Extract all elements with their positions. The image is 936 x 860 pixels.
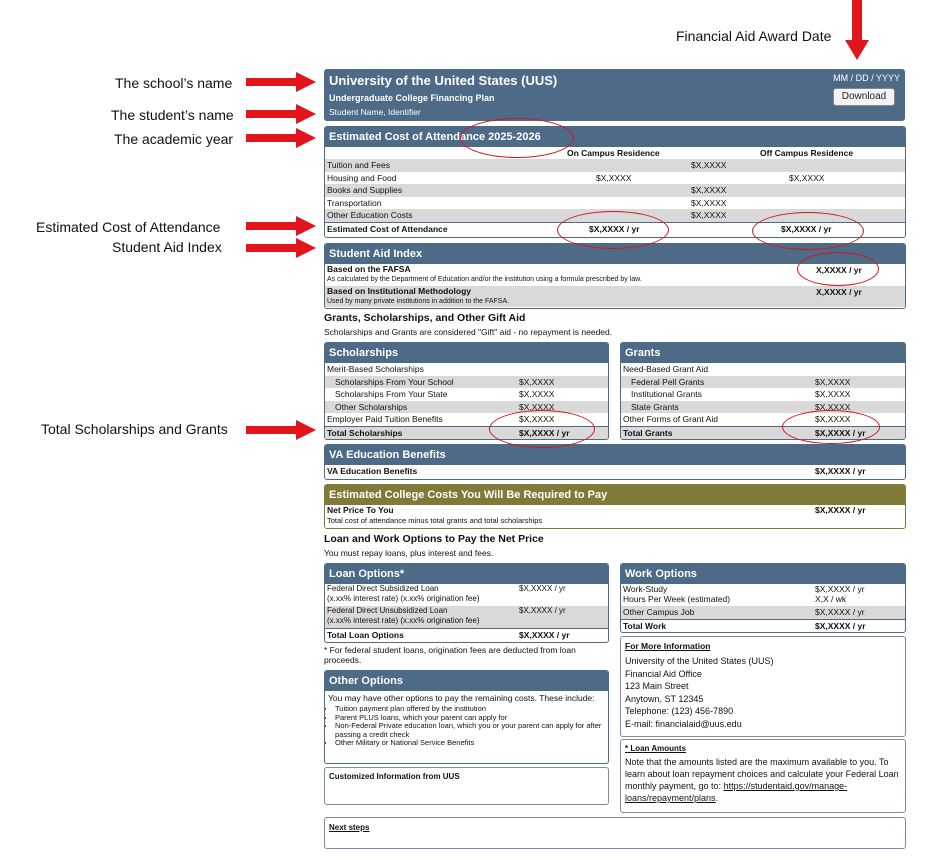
coa-row: Housing and Food $X,XXXX $X,XXXX [327, 172, 825, 183]
va-title: VA Education Benefits [325, 445, 905, 465]
more-info-title: For More Information [625, 641, 711, 651]
unsubsidized-loan-row: Federal Direct Unsubsidized Loan (x.xx% interest rate) (x.xx% origination fee) $X,XXXX / yr [325, 606, 608, 628]
grant-row: Federal Pell Grants $X,XXXX [621, 376, 905, 389]
coa-row: Other Education Costs $X,XXXX [325, 209, 905, 222]
scholarships-title: Scholarships [325, 343, 608, 363]
right-arrow-icon [246, 104, 316, 124]
subsidized-loan-row: Federal Direct Subsidized Loan (x.xx% interest rate) (x.xx% origination fee) $X,XXXX / yr [327, 584, 566, 603]
coa-total-off-campus: $X,XXXX / yr [781, 223, 832, 234]
annotation-total-scholarships-grants: Total Scholarships and Grants [41, 421, 228, 437]
highlight-oval [460, 118, 574, 158]
right-arrow-icon [246, 72, 316, 92]
net-price-title: Estimated College Costs You Will Be Required to Pay [325, 485, 905, 505]
va-row: VA Education Benefits $X,XXXX / yr [327, 466, 866, 476]
work-options-title: Work Options [621, 564, 905, 584]
sai-fafsa-value: X,XXXX / yr [816, 265, 862, 275]
grant-row: State Grants $X,XXXX [621, 401, 905, 414]
scholarships-total-row: Total Scholarships $X,XXXX / yr [325, 426, 608, 440]
net-price-section [324, 484, 906, 529]
other-options-section [324, 670, 609, 764]
annotation-coa: Estimated Cost of Attendance [36, 219, 221, 235]
loan-options-section [324, 563, 609, 643]
student-name: Student Name, Identifier [329, 107, 421, 117]
gift-aid-note: Scholarships and Grants are considered "Gift" aid - no repayment is needed. [324, 327, 613, 337]
net-price-row: Net Price To You Total cost of attendance minus total grants and total scholarships $X,XXXX / yr [327, 505, 866, 525]
download-button[interactable]: Download [833, 88, 895, 106]
annotation-sai: Student Aid Index [112, 239, 222, 255]
other-options-intro: You may have other options to pay the remaining costs. These include: [328, 693, 595, 703]
grants-title: Grants [621, 343, 905, 363]
customized-info-section [324, 767, 609, 805]
coa-total-on-campus: $X,XXXX / yr [589, 223, 640, 234]
sai-fafsa-row: Based on the FAFSA As calculated by the Department of Education and/or the institution using a formula prescribed by law. X,XXXX / yr [327, 264, 862, 283]
va-value: $X,XXXX / yr [815, 466, 866, 476]
coa-row: Books and Supplies $X,XXXX [325, 184, 905, 197]
sai-institutional-row: Based on Institutional Methodology Used by many private institutions in addition to the FAFSA. X,XXXX / yr [325, 286, 905, 307]
annotation-school-name: The school’s name [115, 75, 233, 91]
more-info-section [620, 636, 906, 737]
more-info-lines: University of the United States (UUS) Financial Aid Office 123 Main Street Anytown, ST 12345 Telephone: (123) 456-7890 E-mail: financialaid@uus.edu [621, 655, 905, 730]
grants-total-value: $X,XXXX / yr [815, 427, 866, 438]
scholarship-row: Other Scholarships $X,XXXX [325, 401, 608, 414]
right-arrow-icon [246, 216, 316, 236]
highlight-oval [797, 252, 879, 286]
right-arrow-icon [246, 420, 316, 440]
next-steps-title: Next steps [329, 823, 370, 832]
work-study-row: Work-Study Hours Per Week (estimated) $X,XXXX / yr X,X / wk [623, 584, 865, 604]
repayment-plans-link[interactable]: https://studentaid.gov/manage-loans/repayment/plans [625, 781, 848, 803]
plan-title: Undergraduate College Financing Plan [329, 93, 495, 103]
coa-row: Transportation $X,XXXX [327, 197, 727, 208]
award-date: MM / DD / YYYY [833, 73, 900, 83]
va-section [324, 444, 906, 480]
other-options-title: Other Options [325, 671, 608, 691]
right-arrow-icon [246, 238, 316, 258]
net-price-value: $X,XXXX / yr [815, 505, 866, 515]
coa-row: Tuition and Fees $X,XXXX [325, 159, 905, 172]
list-item: • Other Military or National Service Benefits [335, 739, 608, 748]
sai-title: Student Aid Index [325, 244, 905, 264]
loan-work-note: You must repay loans, plus interest and fees. [324, 548, 494, 558]
annotation-award-date: Financial Aid Award Date [676, 28, 832, 44]
loan-options-title: Loan Options* [325, 564, 608, 584]
other-grant-row: Other Forms of Grant Aid $X,XXXX [623, 414, 851, 424]
grants-total-row: Total Grants $X,XXXX / yr [621, 426, 905, 440]
coa-total-row: Estimated Cost of Attendance $X,XXXX / yr $X,XXXX / yr [325, 222, 905, 236]
sai-institutional-value: X,XXXX / yr [816, 287, 862, 297]
right-arrow-icon [246, 128, 316, 148]
loan-amounts-text: Note that the amounts listed are the maximum available to you. To learn about loan repayment choices and calculate your Federal Loan monthly payment, go to: https://studentaid.gov/manage-loans/repayment/plans. [625, 757, 899, 803]
coa-column-headers [325, 147, 905, 159]
other-options-list [325, 705, 608, 748]
coa-col-on-campus: On Campus Residence [567, 148, 660, 158]
work-total-row: Total Work $X,XXXX / yr [621, 619, 905, 633]
contact-email: E-mail: financialaid@uus.edu [625, 718, 742, 729]
loan-amounts-section [620, 739, 906, 813]
highlight-oval [782, 410, 880, 444]
list-item: • Non-Federal Private education loan, which you or your parent can apply for after passing a credit check [335, 722, 608, 739]
coa-col-off-campus: Off Campus Residence [760, 148, 854, 158]
down-arrow-icon [845, 0, 869, 62]
school-name: University of the United States (UUS) [329, 73, 558, 88]
loan-work-title: Loan and Work Options to Pay the Net Price [324, 533, 544, 545]
work-options-section [620, 563, 906, 633]
employer-benefits-row: Employer Paid Tuition Benefits $X,XXXX [327, 414, 555, 424]
annotation-student-name: The student’s name [111, 107, 234, 123]
next-steps-section [324, 817, 906, 849]
loan-footnote: * For federal student loans, origination fees are deducted from loan proceeds. [324, 645, 576, 665]
grants-subheading: Need-Based Grant Aid [623, 364, 709, 374]
list-item: • Tuition payment plan offered by the institution [335, 705, 608, 714]
scholarships-subheading: Merit-Based Scholarships [327, 364, 424, 374]
customized-info-title: Customized Information from UUS [329, 772, 460, 781]
gift-aid-title: Grants, Scholarships, and Other Gift Aid [324, 312, 526, 324]
annotation-academic-year: The academic year [114, 131, 234, 147]
plan-header [324, 69, 905, 121]
list-item: • Parent PLUS loans, which your parent can apply for [335, 714, 608, 723]
grant-row: Institutional Grants $X,XXXX [631, 389, 851, 399]
highlight-oval [752, 212, 864, 250]
highlight-oval [489, 410, 595, 448]
loan-total-row: Total Loan Options $X,XXXX / yr [325, 628, 608, 642]
highlight-oval [557, 211, 669, 249]
coa-title: Estimated Cost of Attendance 2025-2026 [325, 127, 905, 147]
scholarship-row: Scholarships From Your School $X,XXXX [325, 376, 608, 389]
scholarships-total-value: $X,XXXX / yr [519, 427, 570, 438]
campus-job-row: Other Campus Job $X,XXXX / yr [621, 606, 905, 619]
scholarship-row: Scholarships From Your State $X,XXXX [335, 389, 555, 399]
loan-amounts-title: * Loan Amounts [625, 744, 687, 753]
